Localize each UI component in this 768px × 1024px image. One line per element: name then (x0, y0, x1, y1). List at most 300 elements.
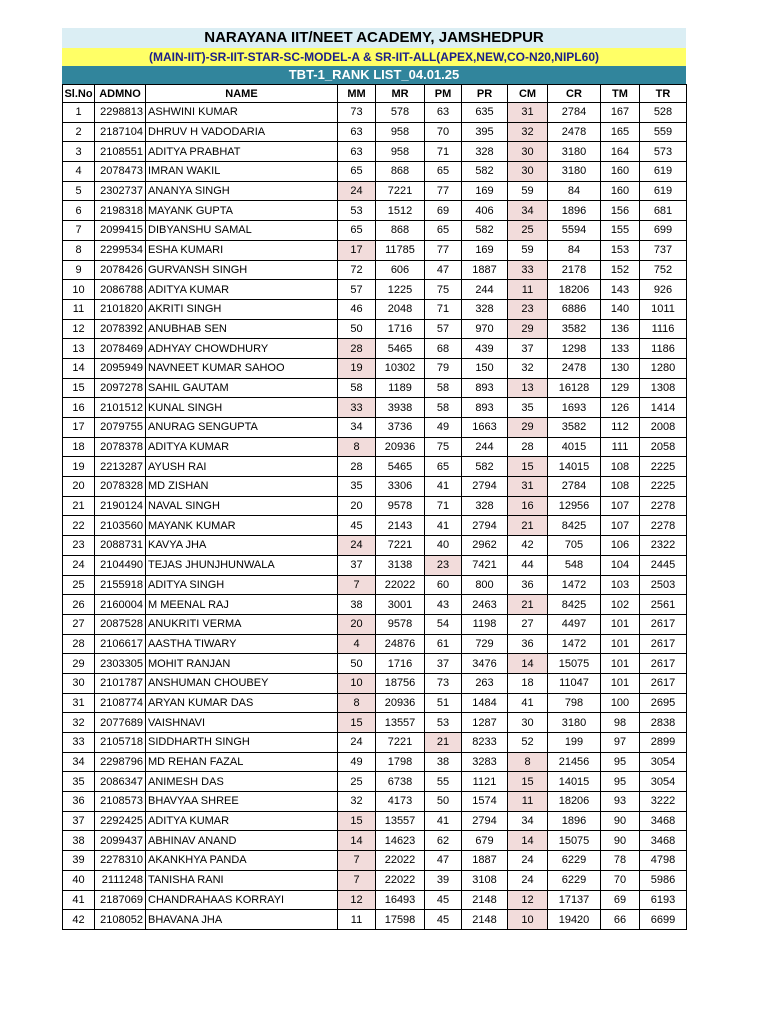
cell-mr: 7221 (376, 733, 425, 753)
cell-mm: 17 (338, 240, 376, 260)
cell-mm: 4 (338, 634, 376, 654)
table-row (63, 752, 687, 772)
cell-cr: 5594 (548, 221, 601, 241)
cell-cr: 1896 (548, 201, 601, 221)
cell-name: BHAVYAA SHREE (146, 792, 338, 812)
table-row (63, 201, 687, 221)
table-row (63, 792, 687, 812)
cell-mr: 7221 (376, 536, 425, 556)
cell-slno: 2 (63, 122, 95, 142)
cell-pm: 41 (425, 516, 462, 536)
cell-mr: 11785 (376, 240, 425, 260)
cell-tm: 90 (601, 831, 640, 851)
cell-mm: 34 (338, 418, 376, 438)
cell-slno: 7 (63, 221, 95, 241)
cell-mm: 49 (338, 752, 376, 772)
cell-mr: 16493 (376, 890, 425, 910)
cell-admno: 2108573 (95, 792, 146, 812)
cell-pr: 3283 (462, 752, 508, 772)
cell-tm: 101 (601, 654, 640, 674)
cell-pr: 582 (462, 221, 508, 241)
cell-mm: 15 (338, 713, 376, 733)
cell-cr: 3180 (548, 713, 601, 733)
cell-pm: 71 (425, 142, 462, 162)
cell-cm: 29 (508, 418, 548, 438)
cell-mm: 33 (338, 398, 376, 418)
cell-tm: 133 (601, 339, 640, 359)
cell-pr: 8233 (462, 733, 508, 753)
cell-tr: 3468 (640, 811, 687, 831)
cell-name: SIDDHARTH SINGH (146, 733, 338, 753)
table-row (63, 890, 687, 910)
cell-pr: 1198 (462, 614, 508, 634)
cell-cm: 25 (508, 221, 548, 241)
cell-admno: 2160004 (95, 595, 146, 615)
table-row (63, 634, 687, 654)
cell-mm: 37 (338, 555, 376, 575)
cell-tr: 752 (640, 260, 687, 280)
table-row (63, 221, 687, 241)
cell-cm: 12 (508, 890, 548, 910)
cell-tm: 160 (601, 181, 640, 201)
cell-pr: 679 (462, 831, 508, 851)
table-row (63, 181, 687, 201)
cell-pr: 169 (462, 181, 508, 201)
cell-mm: 20 (338, 496, 376, 516)
cell-tr: 528 (640, 103, 687, 123)
cell-cr: 1472 (548, 634, 601, 654)
cell-mm: 7 (338, 575, 376, 595)
cell-slno: 23 (63, 536, 95, 556)
cell-admno: 2086788 (95, 280, 146, 300)
cell-slno: 4 (63, 162, 95, 182)
cell-pr: 328 (462, 299, 508, 319)
cell-mr: 4173 (376, 792, 425, 812)
cell-name: ADITYA KUMAR (146, 811, 338, 831)
rank-list-banner: TBT-1_RANK LIST_04.01.25 (62, 66, 686, 84)
table-row (63, 614, 687, 634)
cell-cm: 10 (508, 910, 548, 930)
cell-tr: 573 (640, 142, 687, 162)
cell-name: ADITYA PRABHAT (146, 142, 338, 162)
cell-tr: 2058 (640, 437, 687, 457)
cell-slno: 41 (63, 890, 95, 910)
cell-mr: 868 (376, 162, 425, 182)
cell-tm: 156 (601, 201, 640, 221)
cell-admno: 2303305 (95, 654, 146, 674)
cell-tm: 69 (601, 890, 640, 910)
cell-admno: 2105718 (95, 733, 146, 753)
table-row (63, 378, 687, 398)
cell-mr: 22022 (376, 851, 425, 871)
cell-name: CHANDRAHAAS KORRAYI (146, 890, 338, 910)
cell-tr: 2503 (640, 575, 687, 595)
cell-pm: 41 (425, 811, 462, 831)
cell-slno: 17 (63, 418, 95, 438)
table-row (63, 280, 687, 300)
cell-mm: 19 (338, 358, 376, 378)
cell-slno: 33 (63, 733, 95, 753)
cell-admno: 2198318 (95, 201, 146, 221)
cell-tm: 136 (601, 319, 640, 339)
cell-tm: 103 (601, 575, 640, 595)
cell-tm: 143 (601, 280, 640, 300)
cell-pm: 43 (425, 595, 462, 615)
cell-cr: 3582 (548, 319, 601, 339)
cell-cr: 8425 (548, 516, 601, 536)
table-row (63, 142, 687, 162)
table-row (63, 516, 687, 536)
cell-cm: 41 (508, 693, 548, 713)
cell-pm: 54 (425, 614, 462, 634)
cell-cm: 14 (508, 831, 548, 851)
cell-slno: 13 (63, 339, 95, 359)
cell-tr: 2617 (640, 634, 687, 654)
cell-tr: 3222 (640, 792, 687, 812)
cell-cr: 4015 (548, 437, 601, 457)
table-row (63, 299, 687, 319)
cell-tm: 100 (601, 693, 640, 713)
cell-name: MAYANK KUMAR (146, 516, 338, 536)
table-row (63, 870, 687, 890)
cell-cr: 1896 (548, 811, 601, 831)
cell-slno: 31 (63, 693, 95, 713)
column-header-name: NAME (146, 85, 338, 103)
cell-pr: 1484 (462, 693, 508, 713)
cell-mm: 63 (338, 142, 376, 162)
cell-cr: 3582 (548, 418, 601, 438)
table-row (63, 831, 687, 851)
cell-tm: 153 (601, 240, 640, 260)
cell-tr: 2225 (640, 457, 687, 477)
cell-cr: 4497 (548, 614, 601, 634)
cell-pm: 39 (425, 870, 462, 890)
cell-tr: 3054 (640, 772, 687, 792)
cell-cm: 31 (508, 477, 548, 497)
cell-slno: 5 (63, 181, 95, 201)
table-row (63, 339, 687, 359)
cell-tr: 2225 (640, 477, 687, 497)
cell-cr: 2178 (548, 260, 601, 280)
cell-mr: 3938 (376, 398, 425, 418)
cell-mr: 958 (376, 122, 425, 142)
table-row (63, 437, 687, 457)
cell-name: ESHA KUMARI (146, 240, 338, 260)
column-header-tm: TM (601, 85, 640, 103)
cell-mr: 18756 (376, 673, 425, 693)
cell-admno: 2078469 (95, 339, 146, 359)
cell-cm: 24 (508, 851, 548, 871)
cell-tm: 106 (601, 536, 640, 556)
cell-tm: 104 (601, 555, 640, 575)
table-row (63, 910, 687, 930)
cell-admno: 2099437 (95, 831, 146, 851)
cell-pr: 1121 (462, 772, 508, 792)
cell-admno: 2187069 (95, 890, 146, 910)
cell-mm: 12 (338, 890, 376, 910)
cell-cr: 1298 (548, 339, 601, 359)
cell-cr: 11047 (548, 673, 601, 693)
cell-slno: 12 (63, 319, 95, 339)
cell-mr: 5465 (376, 457, 425, 477)
cell-mr: 868 (376, 221, 425, 241)
cell-cr: 2478 (548, 122, 601, 142)
cell-tm: 155 (601, 221, 640, 241)
cell-pm: 58 (425, 378, 462, 398)
cell-mm: 28 (338, 339, 376, 359)
cell-admno: 2079755 (95, 418, 146, 438)
cell-pr: 1887 (462, 260, 508, 280)
cell-pm: 60 (425, 575, 462, 595)
cell-cm: 59 (508, 181, 548, 201)
column-header-admno: ADMNO (95, 85, 146, 103)
cell-pm: 47 (425, 851, 462, 871)
cell-tr: 1280 (640, 358, 687, 378)
cell-cm: 21 (508, 595, 548, 615)
cell-cr: 18206 (548, 792, 601, 812)
cell-pr: 2794 (462, 811, 508, 831)
cell-pr: 635 (462, 103, 508, 123)
table-row (63, 260, 687, 280)
cell-cr: 2784 (548, 477, 601, 497)
cell-admno: 2108052 (95, 910, 146, 930)
cell-pr: 582 (462, 162, 508, 182)
cell-mr: 1716 (376, 319, 425, 339)
cell-cr: 705 (548, 536, 601, 556)
cell-tm: 66 (601, 910, 640, 930)
column-header-pm: PM (425, 85, 462, 103)
cell-pr: 328 (462, 496, 508, 516)
cell-tr: 1308 (640, 378, 687, 398)
cell-admno: 2111248 (95, 870, 146, 890)
cell-mm: 73 (338, 103, 376, 123)
cell-tm: 111 (601, 437, 640, 457)
cell-tm: 167 (601, 103, 640, 123)
cell-tm: 102 (601, 595, 640, 615)
cell-admno: 2099415 (95, 221, 146, 241)
cell-cr: 798 (548, 693, 601, 713)
cell-tr: 619 (640, 181, 687, 201)
cell-mr: 1716 (376, 654, 425, 674)
cell-admno: 2078426 (95, 260, 146, 280)
cell-pm: 77 (425, 181, 462, 201)
cell-tm: 165 (601, 122, 640, 142)
cell-cm: 31 (508, 103, 548, 123)
table-row (63, 673, 687, 693)
table-row (63, 358, 687, 378)
cell-pm: 65 (425, 162, 462, 182)
cell-pm: 71 (425, 496, 462, 516)
cell-name: AYUSH RAI (146, 457, 338, 477)
cell-cm: 15 (508, 772, 548, 792)
cell-pr: 2962 (462, 536, 508, 556)
cell-tm: 101 (601, 614, 640, 634)
cell-pm: 70 (425, 122, 462, 142)
cell-admno: 2292425 (95, 811, 146, 831)
cell-cr: 6229 (548, 870, 601, 890)
cell-mr: 9578 (376, 496, 425, 516)
column-header-cr: CR (548, 85, 601, 103)
cell-admno: 2077689 (95, 713, 146, 733)
cell-tm: 95 (601, 772, 640, 792)
cell-slno: 14 (63, 358, 95, 378)
cell-cr: 1693 (548, 398, 601, 418)
column-header-pr: PR (462, 85, 508, 103)
cell-tm: 93 (601, 792, 640, 812)
cell-slno: 24 (63, 555, 95, 575)
cell-name: MD REHAN FAZAL (146, 752, 338, 772)
cell-mr: 24876 (376, 634, 425, 654)
cell-slno: 37 (63, 811, 95, 831)
cell-slno: 3 (63, 142, 95, 162)
cell-cr: 14015 (548, 772, 601, 792)
cell-cr: 3180 (548, 142, 601, 162)
cell-cr: 12956 (548, 496, 601, 516)
cell-mm: 15 (338, 811, 376, 831)
cell-mr: 1189 (376, 378, 425, 398)
cell-cm: 24 (508, 870, 548, 890)
cell-admno: 2213287 (95, 457, 146, 477)
cell-cm: 37 (508, 339, 548, 359)
cell-pr: 244 (462, 437, 508, 457)
cell-pr: 1663 (462, 418, 508, 438)
table-row (63, 772, 687, 792)
cell-tr: 1011 (640, 299, 687, 319)
cell-pr: 582 (462, 457, 508, 477)
cell-cm: 36 (508, 575, 548, 595)
cell-mm: 24 (338, 181, 376, 201)
cell-mr: 6738 (376, 772, 425, 792)
cell-pr: 2148 (462, 910, 508, 930)
cell-admno: 2187104 (95, 122, 146, 142)
rank-table-body (63, 103, 687, 930)
table-row (63, 398, 687, 418)
cell-pm: 71 (425, 299, 462, 319)
cell-tr: 3054 (640, 752, 687, 772)
cell-slno: 35 (63, 772, 95, 792)
cell-mr: 22022 (376, 575, 425, 595)
cell-slno: 19 (63, 457, 95, 477)
table-row (63, 418, 687, 438)
cell-admno: 2104490 (95, 555, 146, 575)
cell-tr: 2445 (640, 555, 687, 575)
cell-cm: 27 (508, 614, 548, 634)
table-row (63, 693, 687, 713)
cell-cm: 36 (508, 634, 548, 654)
cell-mm: 58 (338, 378, 376, 398)
table-row (63, 851, 687, 871)
cell-mm: 38 (338, 595, 376, 615)
cell-admno: 2078473 (95, 162, 146, 182)
cell-mm: 50 (338, 654, 376, 674)
cell-pm: 37 (425, 654, 462, 674)
cell-slno: 25 (63, 575, 95, 595)
cell-name: ANURAG SENGUPTA (146, 418, 338, 438)
cell-admno: 2095949 (95, 358, 146, 378)
cell-cm: 35 (508, 398, 548, 418)
cell-pm: 40 (425, 536, 462, 556)
cell-mm: 8 (338, 437, 376, 457)
cell-tr: 2899 (640, 733, 687, 753)
cell-mr: 2048 (376, 299, 425, 319)
cell-admno: 2097278 (95, 378, 146, 398)
cell-admno: 2298813 (95, 103, 146, 123)
cell-mr: 14623 (376, 831, 425, 851)
cell-mr: 2143 (376, 516, 425, 536)
cell-pr: 2794 (462, 516, 508, 536)
cell-tm: 97 (601, 733, 640, 753)
cell-pm: 65 (425, 457, 462, 477)
cell-pr: 150 (462, 358, 508, 378)
cell-pr: 3476 (462, 654, 508, 674)
cell-tm: 101 (601, 673, 640, 693)
cell-slno: 26 (63, 595, 95, 615)
cell-cm: 13 (508, 378, 548, 398)
cell-pr: 893 (462, 378, 508, 398)
cell-mm: 7 (338, 870, 376, 890)
cell-cr: 6886 (548, 299, 601, 319)
cell-tm: 107 (601, 496, 640, 516)
cell-cr: 8425 (548, 595, 601, 615)
cell-name: ANSHUMAN CHOUBEY (146, 673, 338, 693)
cell-pr: 800 (462, 575, 508, 595)
cell-slno: 30 (63, 673, 95, 693)
cell-tm: 90 (601, 811, 640, 831)
cell-admno: 2101787 (95, 673, 146, 693)
cell-cm: 11 (508, 792, 548, 812)
cell-tr: 619 (640, 162, 687, 182)
cell-pr: 2148 (462, 890, 508, 910)
column-header-slno: Sl.No (63, 85, 95, 103)
cell-cm: 30 (508, 142, 548, 162)
cell-mr: 20936 (376, 437, 425, 457)
table-row (63, 595, 687, 615)
cell-cm: 52 (508, 733, 548, 753)
cell-name: IMRAN WAKIL (146, 162, 338, 182)
cell-pm: 79 (425, 358, 462, 378)
cell-cm: 34 (508, 811, 548, 831)
cell-cm: 14 (508, 654, 548, 674)
table-row (63, 713, 687, 733)
cell-mr: 13557 (376, 811, 425, 831)
cell-name: ADHYAY CHOWDHURY (146, 339, 338, 359)
cell-mm: 50 (338, 319, 376, 339)
cell-mm: 8 (338, 693, 376, 713)
cell-admno: 2190124 (95, 496, 146, 516)
cell-cm: 32 (508, 358, 548, 378)
cell-name: ANANYA SINGH (146, 181, 338, 201)
cell-mm: 20 (338, 614, 376, 634)
cell-admno: 2078392 (95, 319, 146, 339)
cell-admno: 2101820 (95, 299, 146, 319)
cell-cr: 84 (548, 181, 601, 201)
cell-mr: 958 (376, 142, 425, 162)
cell-pm: 47 (425, 260, 462, 280)
cell-mr: 20936 (376, 693, 425, 713)
cell-pr: 244 (462, 280, 508, 300)
table-row (63, 477, 687, 497)
cell-tm: 130 (601, 358, 640, 378)
cell-mm: 65 (338, 221, 376, 241)
cell-cr: 548 (548, 555, 601, 575)
cell-slno: 22 (63, 516, 95, 536)
cell-name: KUNAL SINGH (146, 398, 338, 418)
cell-pm: 23 (425, 555, 462, 575)
cell-slno: 20 (63, 477, 95, 497)
cell-tr: 1186 (640, 339, 687, 359)
cell-tr: 2008 (640, 418, 687, 438)
cell-tr: 737 (640, 240, 687, 260)
